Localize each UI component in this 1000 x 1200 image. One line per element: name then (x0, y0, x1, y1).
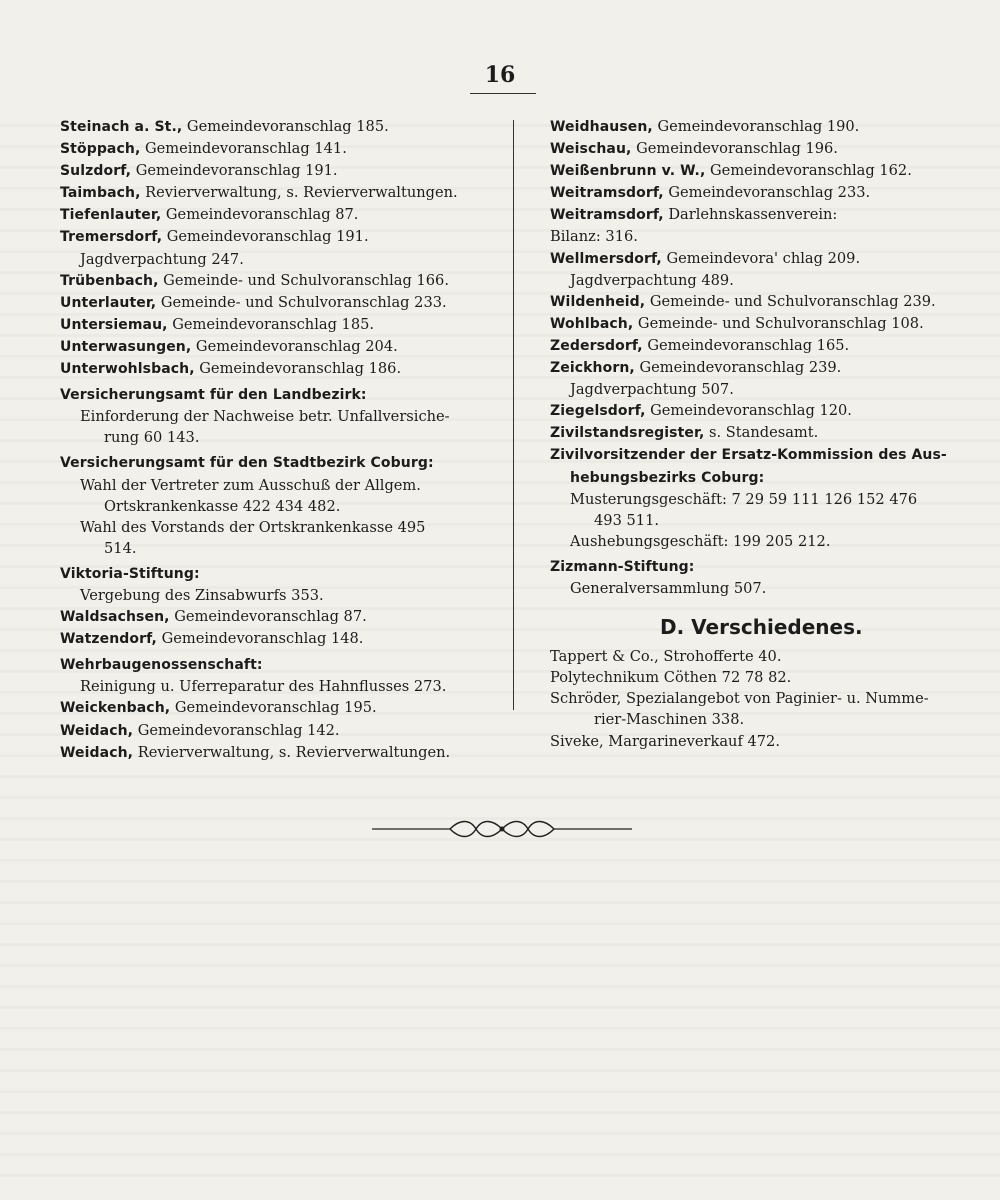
index-entry (60, 138, 492, 160)
entry-text: Gemeindevoranschlag 185. (182, 118, 389, 135)
misc-entry: Tappert & Co., Strohofferte 40. (550, 648, 782, 666)
index-entry (60, 226, 492, 248)
entry-term: Zizmann-Stiftung: (550, 558, 695, 575)
index-entry (550, 444, 970, 466)
index-entry (60, 628, 492, 650)
left-column (60, 116, 492, 764)
entry-text: Einforderung der Nachweise betr. Unfallversiche- (80, 408, 450, 426)
index-entry (550, 489, 970, 510)
entry-text: Gemeinde- und Schulvoranschlag 233. (156, 293, 447, 311)
index-entry (60, 270, 492, 292)
index-entry (550, 510, 970, 531)
entry-text: Gemeindevoranschlag 196. (631, 140, 838, 158)
entry-term: Zedersdorf, (550, 337, 643, 354)
entry-term: Zivilstandsregister, (550, 425, 705, 442)
entry-term: Weischau, (550, 141, 632, 158)
entry-text: Gemeindevoranschlag 186. (194, 360, 402, 378)
entry-text: Gemeindevoranschlag 190. (652, 118, 860, 135)
misc-entry: Siveke, Margarineverkauf 472. (550, 732, 780, 750)
index-entry (60, 606, 492, 628)
entry-term: Tiefenlauter, (60, 207, 162, 224)
index-entry (60, 563, 492, 585)
index-entry (60, 538, 492, 559)
entry-term: Wildenheid, (550, 293, 646, 310)
index-entry (60, 676, 492, 697)
entry-text: Gemeindevoranschlag 148. (156, 630, 364, 648)
index-entry (550, 116, 970, 138)
entry-text: Gemeindevoranschlag 204. (191, 337, 398, 355)
entry-term: Weidach, (60, 722, 134, 739)
entry-text: Gemeindevoranschlag 191. (131, 162, 338, 180)
entry-text: Musterungsgeschäft: 7 29 59 111 126 152 476 (570, 490, 918, 508)
index-entry (550, 248, 970, 270)
index-entry (60, 160, 492, 182)
index-entry (60, 496, 492, 517)
entry-term: Versicherungsamt für den Stadtbezirk Coburg: (60, 455, 434, 472)
entry-term: Unterlauter, (60, 294, 157, 311)
entry-text: Gemeindevoranschlag 87. (161, 206, 359, 224)
entry-text: Bilanz: 316. (550, 228, 638, 246)
entry-term: Weidach, (60, 744, 134, 761)
entry-text: Gemeinde- und Schulvoranschlag 239. (645, 292, 936, 310)
index-entry (60, 182, 492, 204)
index-entry (60, 384, 492, 406)
index-entry (60, 249, 492, 270)
entry-term: Watzendorf, (60, 631, 157, 648)
entry-term: Untersiemau, (60, 316, 168, 333)
index-entry (550, 204, 970, 226)
column-divider (513, 120, 514, 710)
index-entry (60, 697, 492, 719)
entry-term: Weickenbach, (60, 700, 171, 717)
entry-text: Jagdverpachtung 489. (570, 271, 734, 289)
index-entry (60, 742, 492, 764)
entry-text: Ortskrankenkasse 422 434 482. (104, 497, 341, 515)
page-number-rule (470, 93, 536, 94)
index-entry (550, 578, 970, 599)
page-number: 16 (484, 62, 516, 88)
index-entry (550, 226, 970, 247)
entry-term: Tremersdorf, (60, 229, 163, 246)
entry-text: Gemeindevoranschlag 87. (169, 608, 367, 626)
entry-term: Steinach a. St., (60, 119, 183, 135)
entry-text: Gemeindevoranschlag 165. (642, 336, 850, 354)
index-entry (550, 291, 970, 313)
entry-text: Gemeindevoranschlag 162. (705, 162, 912, 180)
entry-text: Gemeinde- und Schulvoranschlag 166. (158, 271, 449, 289)
index-entry (60, 720, 492, 742)
misc-entry: rier-Maschinen 338. (594, 711, 745, 729)
entry-text: Gemeindevoranschlag 142. (133, 721, 340, 739)
index-entry (550, 422, 970, 444)
entry-text: Wahl des Vorstands der Ortskrankenkasse 495 (80, 518, 426, 536)
entry-text: 514. (104, 539, 137, 557)
entry-text: Reinigung u. Uferreparatur des Hahnflusses 273. (80, 678, 447, 696)
misc-entry: Polytechnikum Cöthen 72 78 82. (550, 669, 792, 687)
entry-text: Darlehnskassenverein: (663, 206, 838, 224)
index-entry (550, 270, 970, 291)
index-entry (60, 427, 492, 448)
entry-text: Gemeinde- und Schulvoranschlag 108. (633, 314, 924, 332)
entry-text: Vergebung des Zinsabwurfs 353. (80, 586, 324, 604)
index-entry (550, 400, 970, 422)
entry-term: Weitramsdorf, (550, 185, 664, 202)
index-entry (60, 204, 492, 226)
index-entry (60, 292, 492, 314)
index-entry (60, 475, 492, 496)
index-entry (60, 314, 492, 336)
entry-text: 493 511. (594, 511, 659, 529)
entry-text: s. Standesamt. (704, 424, 819, 442)
entry-term: Wellmersdorf, (550, 250, 662, 267)
entry-text: Gemeindevoranschlag 233. (663, 184, 871, 202)
entry-term: Zivilvorsitzender der Ersatz-Kommission des Aus- (550, 447, 947, 464)
entry-term: Wohlbach, (550, 315, 634, 332)
ornament-divider (370, 815, 634, 843)
entry-text: Gemeindevoranschlag 141. (140, 140, 347, 158)
entry-term: Viktoria-Stiftung: (60, 565, 200, 582)
entry-text: Gemeindevoranschlag 191. (162, 228, 369, 246)
entry-text: Revierverwaltung, s. Revierverwaltungen. (140, 184, 458, 202)
entry-term: Unterwasungen, (60, 338, 192, 355)
entry-text: Aushebungsgeschäft: 199 205 212. (570, 532, 831, 550)
index-entry (60, 452, 492, 474)
entry-text: Revierverwaltung, s. Revierverwaltungen. (133, 743, 451, 761)
entry-term: Ziegelsdorf, (550, 403, 646, 420)
index-entry (60, 406, 492, 427)
entry-term: Weißenbrunn v. W., (550, 163, 706, 180)
index-entry (60, 358, 492, 380)
index-entry (60, 654, 492, 676)
entry-text: Gemeindevoranschlag 195. (170, 699, 377, 717)
entry-term: Wehrbaugenossenschaft: (60, 657, 263, 674)
entry-term: Versicherungsamt für den Landbezirk: (60, 387, 367, 404)
entry-term: Unterwohlsbach, (60, 361, 195, 378)
entry-term: Stöppach, (60, 141, 141, 158)
index-entry (60, 517, 492, 538)
entry-text: rung 60 143. (104, 429, 200, 447)
index-entry (550, 556, 970, 578)
entry-text: Wahl der Vertreter zum Ausschuß der Allgem. (80, 476, 421, 494)
index-entry (550, 160, 970, 182)
entry-term: Sulzdorf, (60, 163, 132, 180)
entry-term: Trübenbach, (60, 272, 159, 289)
misc-entry: Schröder, Spezialangebot von Paginier- u. Numme- (550, 690, 929, 708)
index-entry (60, 336, 492, 358)
entry-term: Zeickhorn, (550, 360, 635, 377)
index-entry (60, 585, 492, 606)
index-entry (60, 116, 492, 138)
entry-text: Gemeindevora' chlag 209. (661, 249, 861, 267)
entry-term: Waldsachsen, (60, 609, 170, 626)
entry-term: Taimbach, (60, 185, 141, 202)
index-entry (550, 138, 970, 160)
index-entry (550, 335, 970, 357)
index-entry (550, 467, 970, 489)
entry-text: Gemeindevoranschlag 120. (645, 402, 852, 420)
section-heading: D. Verschiedenes. (660, 615, 863, 640)
index-entry (550, 357, 970, 379)
index-entry (550, 182, 970, 204)
entry-text: Gemeindevoranschlag 185. (167, 315, 375, 333)
index-entry (550, 313, 970, 335)
entry-text: Jagdverpachtung 507. (570, 381, 734, 399)
right-column (550, 116, 970, 752)
entry-text: Jagdverpachtung 247. (80, 250, 244, 268)
entry-text: Gemeindevoranschlag 239. (634, 359, 842, 377)
index-entry (550, 379, 970, 400)
index-entry (550, 531, 970, 552)
entry-text: Generalversammlung 507. (570, 579, 767, 597)
entry-term: Weitramsdorf, (550, 207, 664, 224)
entry-term: hebungsbezirks Coburg: (570, 469, 765, 486)
entry-term: Weidhausen, (550, 119, 653, 135)
